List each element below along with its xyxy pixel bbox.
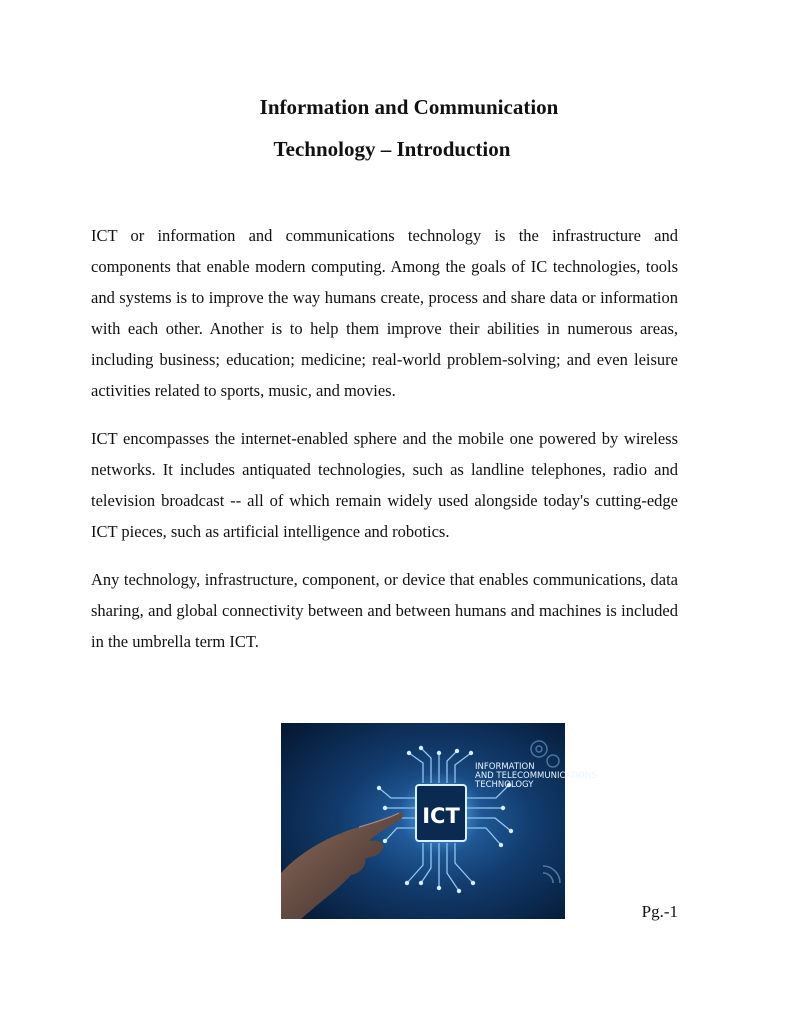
body-paragraph-2: ICT encompasses the internet-enabled sphere and the mobile one powered by wireless networks. It includes antiquated technologies, such as landline telephones, radio and television broadcast -- all of which remain widely used alongside today's cutting-edge ICT pieces, such as artificial intelligence and robotics. [91, 429, 678, 541]
image-caption-line-1: INFORMATION [475, 762, 535, 772]
page-title-line-2: Technology – Introduction [273, 137, 511, 161]
page-title-line-1: Information and Communication [259, 95, 559, 119]
chip-label: ICT [422, 804, 460, 828]
body-paragraph-3: Any technology, infrastructure, component, or device that enables communications, data sharing, and global connectivity between and between humans and machines is included in the umbrella term ICT. [91, 570, 678, 651]
page-number: Pg.-1 [641, 902, 678, 921]
image-caption-line-3: TECHNOLOGY [475, 780, 534, 790]
body-paragraph-1: ICT or information and communications technology is the infrastructure and components that enable modern computing. Among the goals of IC technologies, tools and systems is to improve the way humans create, process and share data or information with each other. Another is to help them improve their abilities in numerous areas, including business; education; medicine; real-world problem-solving; and even leisure activities related to sports, music, and movies. [91, 226, 678, 400]
image-caption-line-2: AND TELECOMMUNICATIONS [475, 771, 597, 781]
ict-circuit-image [281, 723, 597, 919]
ict-illustration [281, 723, 597, 919]
